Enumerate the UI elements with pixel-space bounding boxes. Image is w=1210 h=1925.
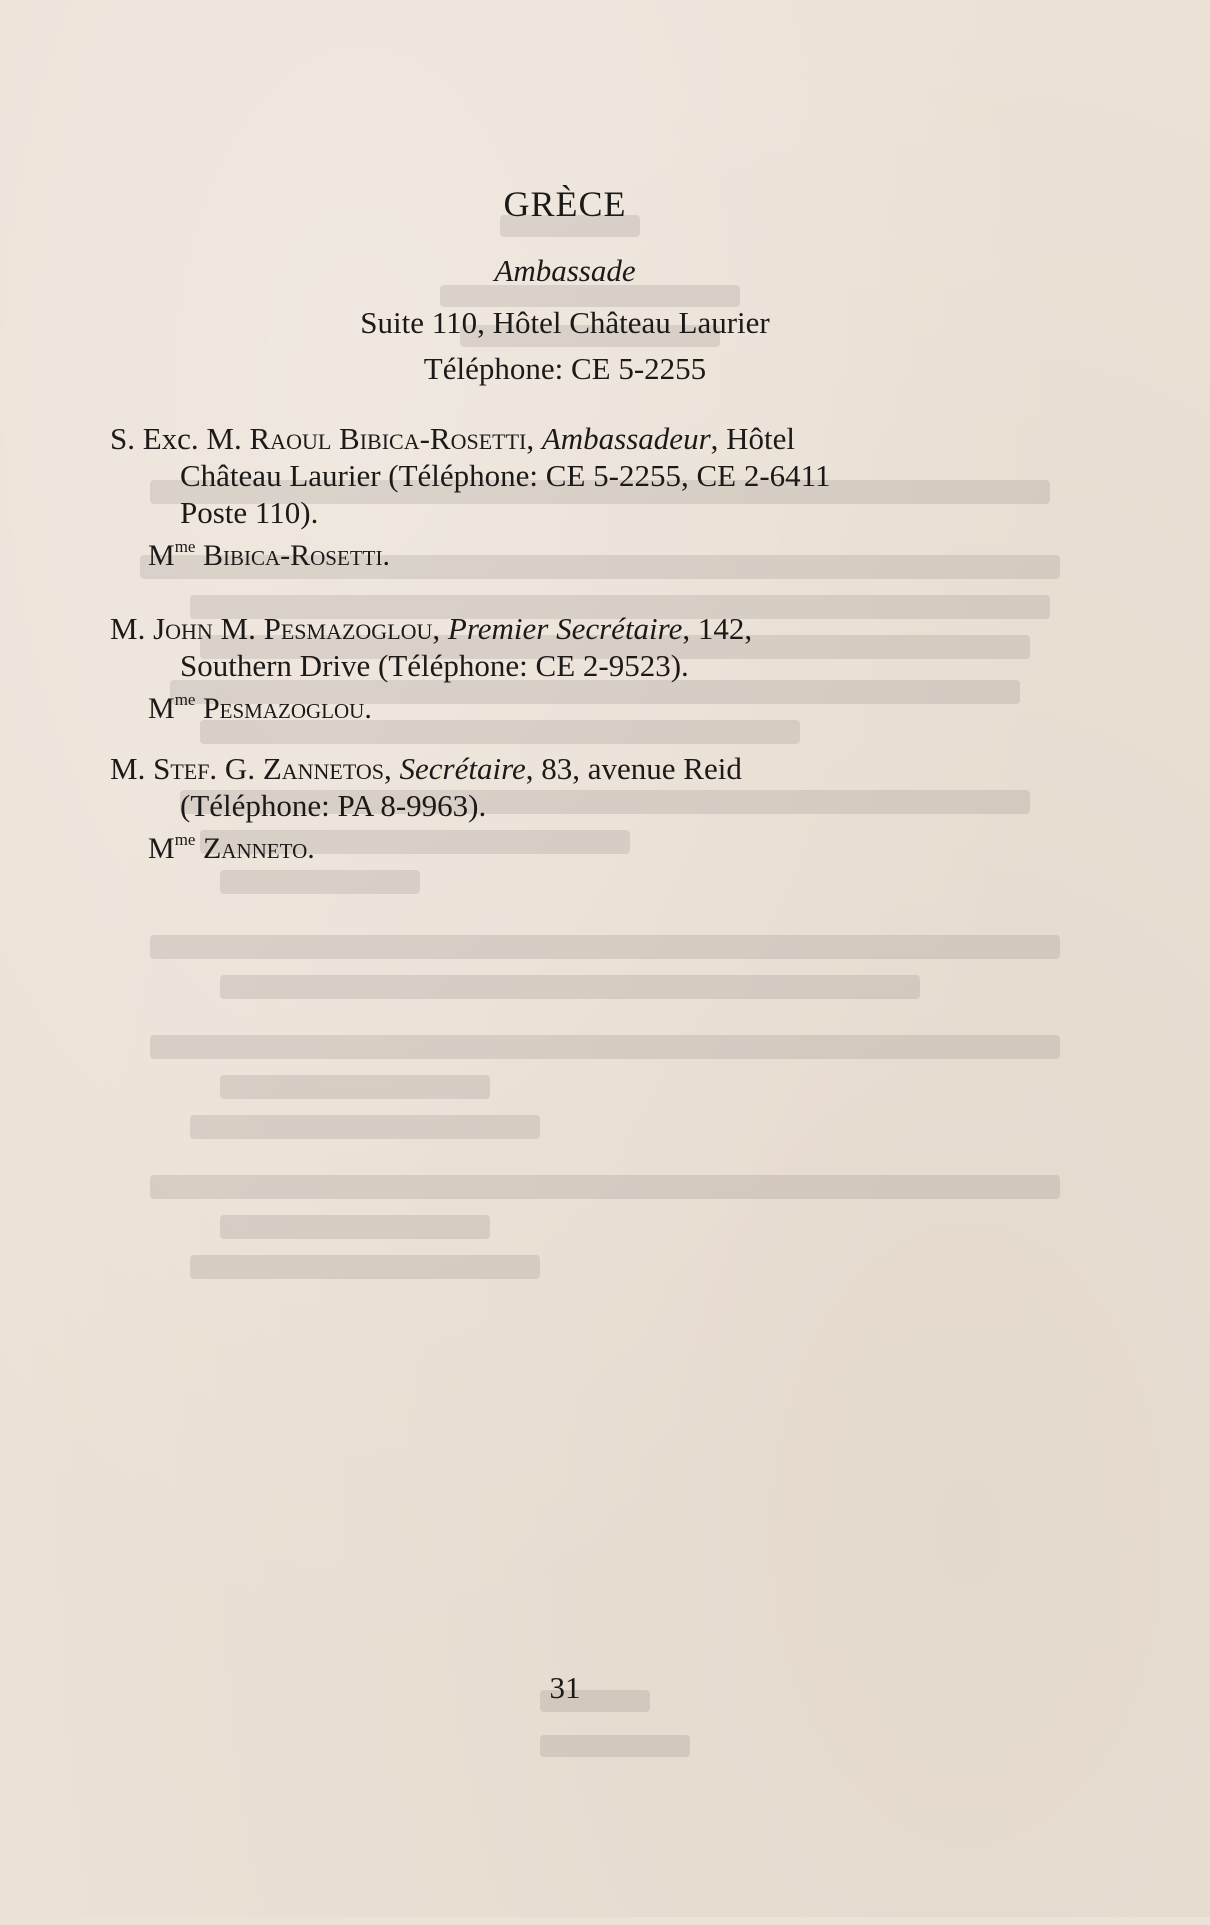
entry-role: Premier Secrétaire <box>447 611 683 646</box>
spouse-title: M <box>148 692 175 725</box>
embassy-address: Suite 110, Hôtel Château Laurier <box>360 305 770 340</box>
spouse-name: Pesmazoglou. <box>202 692 372 725</box>
entry-prefix: M. <box>110 751 146 786</box>
mission-type: Ambassade <box>494 253 636 288</box>
entry-line1-rest: 142, <box>697 611 753 646</box>
entry-role: Secrétaire <box>399 751 526 786</box>
entry-line-2: Southern Drive (Téléphone: CE 2-9523). <box>180 648 689 683</box>
embassy-telephone: Téléphone: CE 5-2255 <box>423 351 707 386</box>
page-number: 31 <box>549 1670 581 1705</box>
spouse-title: M <box>148 832 175 865</box>
entry-line1-rest: 83, avenue Reid <box>541 751 742 786</box>
entry-role: Ambassadeur <box>541 421 711 456</box>
entry-line-2: Château Laurier (Téléphone: CE 5-2255, CE 2-6411 <box>180 458 831 493</box>
entry-first-line: M. John M. Pesmazoglou, Premier Secrétaire, 142, <box>110 611 753 646</box>
spouse-line <box>148 690 372 726</box>
spouse-title-sup: me <box>174 830 196 849</box>
spouse-title-sup: me <box>174 537 196 556</box>
spouse-title: M <box>148 539 175 572</box>
entry-name: John M. Pesmazoglou <box>153 611 433 646</box>
country-heading: GRÈCE <box>503 184 627 224</box>
diplomat-entry <box>110 610 1025 684</box>
entry-first-line: M. Stef. G. Zannetos, Secrétaire, 83, avenue Reid <box>110 751 742 786</box>
spouse-name: Zanneto. <box>202 832 315 865</box>
entry-prefix: S. Exc. M. <box>110 421 242 456</box>
spouse-name: Bibica-Rosetti. <box>202 539 390 572</box>
entry-name: Raoul Bibica-Rosetti <box>249 421 527 456</box>
diplomat-entry <box>110 420 1025 531</box>
entry-line-2: (Téléphone: PA 8-9963). <box>180 788 487 823</box>
diplomat-entry <box>110 750 1025 824</box>
entry-line1-rest: Hôtel <box>726 421 796 456</box>
entry-line-3: Poste 110). <box>180 495 319 530</box>
entry-first-line: S. Exc. M. Raoul Bibica-Rosetti, Ambassadeur, Hôtel <box>110 421 796 456</box>
spouse-line <box>148 830 315 866</box>
entry-name: Stef. G. Zannetos <box>153 751 385 786</box>
spouse-line <box>148 537 390 573</box>
entry-prefix: M. <box>110 611 146 646</box>
spouse-title-sup: me <box>174 690 196 709</box>
